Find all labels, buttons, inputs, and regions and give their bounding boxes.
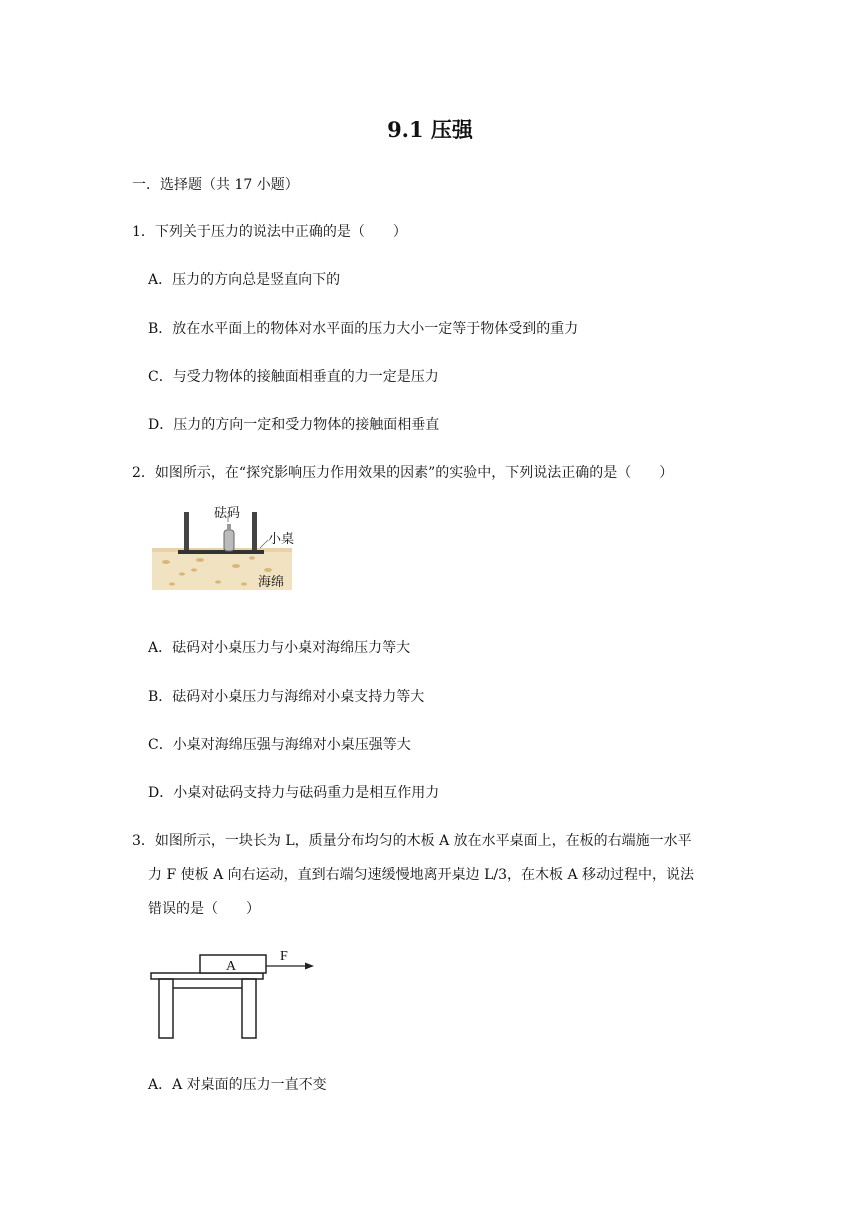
force-arrow [266,963,314,970]
question-1-option-a: A．压力的方向总是竖直向下的 [148,272,341,288]
question-3-stem-line-1: 3．如图所示，一块长为 L，质量分布均匀的木板 A 放在水平桌面上，在板的右端施一水平 [132,833,692,849]
desk-illustration [151,973,263,1038]
question-1-option-b: B．放在水平面上的物体对水平面的压力大小一定等于物体受到的重力 [148,321,579,337]
label-weight: 砝码 [214,505,241,520]
question-1-option-c: C．与受力物体的接触面相垂直的力一定是压力 [148,369,439,385]
label-board: A [226,959,237,974]
label-force: F [280,949,288,964]
question-3-stem-line-3: 错误的是（ ） [148,901,260,917]
page-title: 9.1 压强 [387,117,473,142]
question-2-option-c: C．小桌对海绵压强与海绵对小桌压强等大 [148,737,411,753]
question-1-stem: 1．下列关于压力的说法中正确的是（ ） [132,224,407,240]
label-table: 小桌 [268,531,295,546]
question-2-stem: 2．如图所示，在“探究影响压力作用效果的因素”的实验中，下列说法正确的是（ ） [132,465,674,481]
label-sponge: 海绵 [258,574,285,589]
weight-illustration [224,524,234,551]
question-3-option-a: A．A 对桌面的压力一直不变 [148,1077,327,1093]
question-2-option-d: D．小桌对砝码支持力与砝码重力是相互作用力 [148,785,440,801]
question-3-stem-line-2: 力 F 使板 A 向右运动，直到右端匀速缓慢地离开桌边 L/3，在木板 A 移动过程中，说法 [148,867,695,883]
question-2-option-b: B．砝码对小桌压力与海绵对小桌支持力等大 [148,689,425,705]
board-table-figure [148,944,320,1040]
question-1-option-d: D．压力的方向一定和受力物体的接触面相垂直 [148,417,440,433]
section-heading: 一．选择题（共 17 小题） [132,177,299,193]
sponge-table-figure [148,500,298,592]
question-2-option-a: A．砝码对小桌压力与小桌对海绵压力等大 [148,640,411,656]
